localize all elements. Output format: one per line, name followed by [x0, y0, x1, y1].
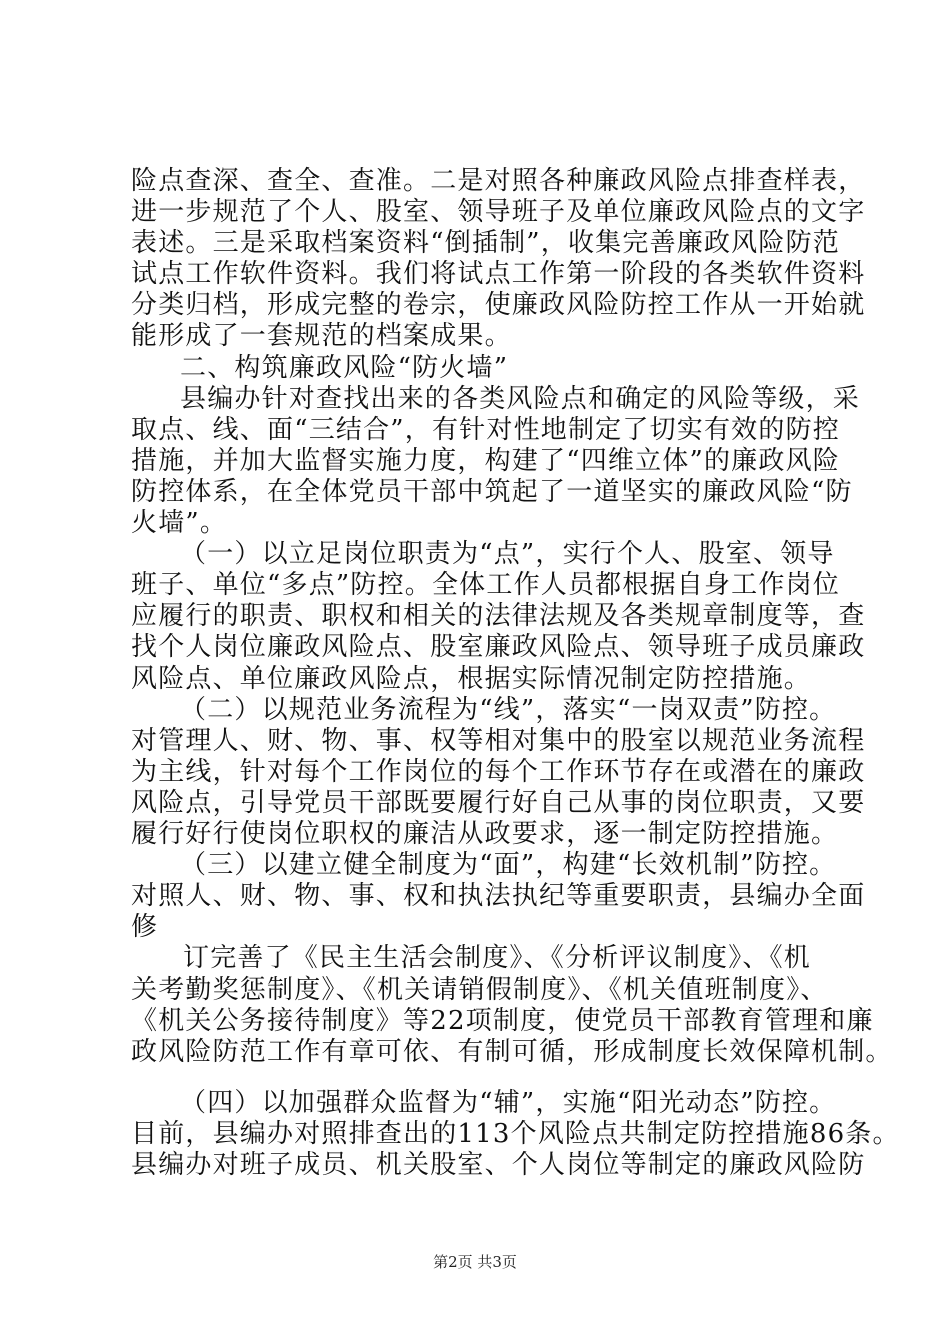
paragraph-line: 《机关公务接待制度》等22项制度，使党员干部教育管理和廉: [131, 1006, 874, 1036]
paragraph-line: 县编办对班子成员、机关股室、个人岗位等制定的廉政风险防: [131, 1150, 866, 1180]
paragraph-line: 表述。三是采取档案资料“倒插制”，收集完善廉政风险防范: [131, 228, 840, 258]
paragraph-line: 关考勤奖惩制度》、《机关请销假制度》、《机关值班制度》、: [131, 975, 828, 1005]
paragraph-line: 政风险防范工作有章可依、有制可循，形成制度长效保障机制。: [131, 1037, 893, 1067]
paragraph-line: 火墙”。: [131, 508, 228, 538]
paragraph-line: 对管理人、财、物、事、权等相对集中的股室以规范业务流程: [131, 726, 866, 756]
paragraph-line: 应履行的职责、职权和相关的法律法规及各类规章制度等，查: [131, 601, 866, 631]
paragraph-line: 找个人岗位廉政风险点、股室廉政风险点、领导班子成员廉政: [131, 632, 866, 662]
paragraph-line: 修: [131, 912, 159, 942]
paragraph-line: （四）以加强群众监督为“辅”，实施“阳光动态”防控。: [180, 1088, 837, 1118]
paragraph-line: 目前，县编办对照排查出的113个风险点共制定防控措施86条。: [131, 1119, 900, 1149]
paragraph-line: 措施，并加大监督实施力度，构建了“四维立体”的廉政风险: [131, 446, 840, 476]
page-footer: 第2页 共3页: [433, 1253, 517, 1271]
paragraph-line: 订完善了《民主生活会制度》、《分析评议制度》、《机: [183, 943, 812, 973]
paragraph-line: 县编办针对查找出来的各类风险点和确定的风险等级，采: [180, 384, 861, 414]
paragraph-line: （三）以建立健全制度为“面”，构建“长效机制”防控。: [180, 850, 837, 880]
paragraph-line: 能形成了一套规范的档案成果。: [131, 321, 512, 351]
paragraph-line: （二）以规范业务流程为“线”，落实“一岗双责”防控。: [180, 695, 837, 725]
paragraph-line: 为主线，针对每个工作岗位的每个工作环节存在或潜在的廉政: [131, 757, 866, 787]
paragraph-line: 进一步规范了个人、股室、领导班子及单位廉政风险点的文字: [131, 197, 866, 227]
paragraph-line: 班子、单位“多点”防控。全体工作人员都根据自身工作岗位: [131, 570, 840, 600]
paragraph-line: 试点工作软件资料。我们将试点工作第一阶段的各类软件资料: [131, 259, 866, 289]
paragraph-line: 分类归档，形成完整的卷宗，使廉政风险防控工作从一开始就: [131, 290, 866, 320]
paragraph-line: 防控体系，在全体党员干部中筑起了一道坚实的廉政风险“防: [131, 477, 853, 507]
paragraph-line: 履行好行使岗位职权的廉洁从政要求，逐一制定防控措施。: [131, 819, 839, 849]
paragraph-line: 对照人、财、物、事、权和执法执纪等重要职责，县编办全面: [131, 881, 866, 911]
paragraph-line: 取点、线、面“三结合”，有针对性地制定了切实有效的防控: [131, 415, 840, 445]
paragraph-line: （一）以立足岗位职责为“点”，实行个人、股室、领导: [180, 539, 835, 569]
paragraph-line: 风险点，引导党员干部既要履行好自己从事的岗位职责，又要: [131, 788, 866, 818]
section-heading: 二、构筑廉政风险“防火墙”: [180, 353, 509, 383]
paragraph-line: 险点查深、查全、查准。二是对照各种廉政风险点排查样表，: [131, 166, 866, 196]
paragraph-line: 风险点、单位廉政风险点，根据实际情况制定防控措施。: [131, 664, 812, 694]
